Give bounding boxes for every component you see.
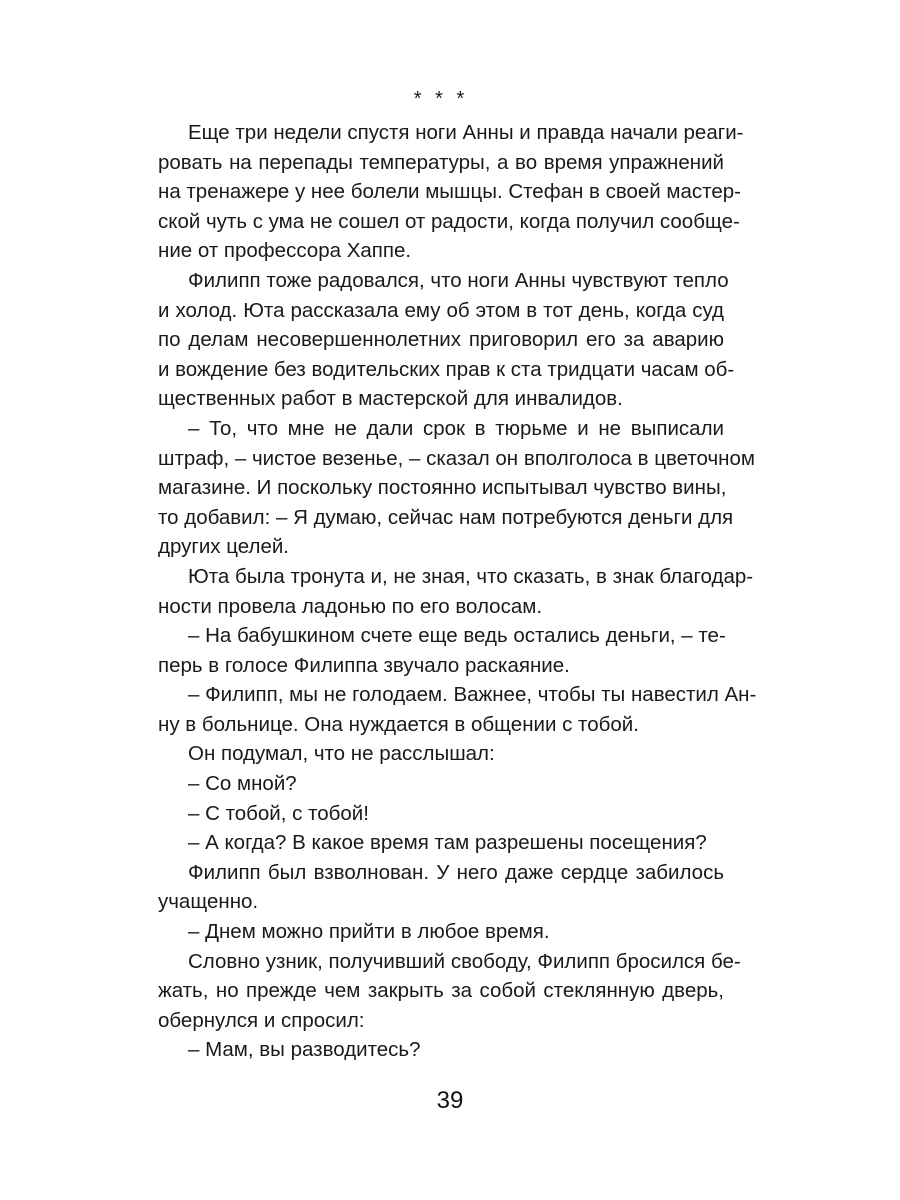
paragraph [158, 680, 757, 739]
text-line: ровать на перепады температуры, а во время упражнений [158, 150, 724, 174]
text-line: магазине. И поскольку постоянно испытывал чувство вины, [158, 476, 727, 500]
paragraph [158, 414, 755, 562]
text-line: ности провела ладонью по его волосам. [158, 594, 543, 618]
text-line: Филипп тоже радовался, что ноги Анны чувствуют тепло [188, 268, 729, 292]
text-line: Словно узник, получивший свободу, Филипп бросился бе- [188, 949, 741, 973]
paragraph [158, 858, 724, 917]
text-line: перь в голосе Филиппа звучало раскаяние. [158, 653, 570, 677]
text-line: ние от профессора Хаппе. [158, 239, 412, 263]
paragraph [158, 1035, 724, 1065]
paragraph [158, 917, 724, 947]
text-line: – То, что мне не дали срок в тюрьме и не выписали [188, 416, 724, 440]
paragraph [158, 562, 754, 621]
text-line: – А когда? В какое время там разрешены посещения? [188, 831, 707, 855]
section-separator: * * * [413, 88, 469, 110]
paragraph [158, 828, 724, 858]
text-line: других целей. [158, 535, 289, 559]
text-line: Он подумал, что не расслышал: [188, 742, 495, 766]
paragraph [158, 118, 744, 266]
text-line: ской чуть с ума не сошел от радости, когда получил сообще- [158, 209, 740, 233]
text-line: на тренажере у нее болели мышцы. Стефан в своей мастер- [158, 180, 741, 204]
page-number: 39 [436, 1087, 464, 1114]
text-line: – Днем можно прийти в любое время. [188, 920, 550, 944]
paragraph [158, 266, 735, 414]
text-line: и холод. Юта рассказала ему об этом в тот день, когда суд [158, 298, 724, 322]
text-line: – Мам, вы разводитесь? [188, 1038, 421, 1062]
book-page [158, 84, 757, 1065]
text-line: Юта была тронута и, не зная, что сказать, в знак благодар- [188, 564, 754, 588]
paragraph [158, 769, 724, 799]
text-line: – С тобой, с тобой! [188, 801, 369, 825]
paragraph [158, 799, 724, 829]
text-line: и вождение без водительских прав к ста тридцати часам об- [158, 357, 735, 381]
text-line: обернулся и спросил: [158, 1008, 365, 1032]
text-line: щественных работ в мастерской для инвалидов. [158, 387, 623, 411]
text-line: то добавил: – Я думаю, сейчас нам потребуются деньги для [158, 505, 734, 529]
paragraph [158, 739, 724, 769]
text-body [158, 118, 757, 1065]
text-line: ну в больнице. Она нуждается в общении с тобой. [158, 712, 639, 736]
paragraph [158, 621, 724, 680]
text-line: Филипп был взволнован. У него даже сердце забилось [188, 860, 724, 884]
text-line: жать, но прежде чем закрыть за собой стеклянную дверь, [158, 979, 724, 1003]
text-line: – На бабушкином счете еще ведь остались деньги, – те- [188, 624, 726, 648]
text-line: учащенно. [158, 890, 259, 914]
text-line: – Филипп, мы не голодаем. Важнее, чтобы ты навестил Ан- [188, 683, 757, 707]
text-line: Еще три недели спустя ноги Анны и правда начали реаги- [188, 121, 744, 144]
text-line: штраф, – чистое везенье, – сказал он вполголоса в цветочном [158, 446, 755, 470]
paragraph [158, 947, 741, 1036]
text-line: по делам несовершеннолетних приговорил его за аварию [158, 328, 724, 352]
text-line: – Со мной? [188, 772, 297, 796]
